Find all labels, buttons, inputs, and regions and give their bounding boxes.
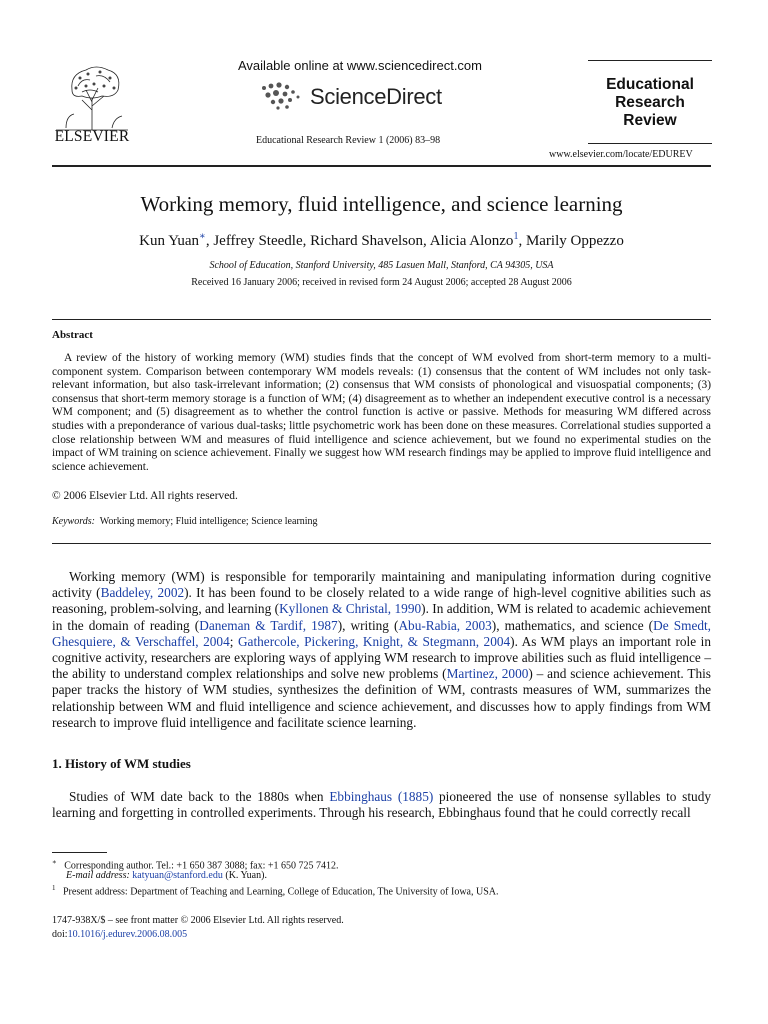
paragraph-text: pioneered the use of nonsense syllables to study learning and forgetting in controlled experiments. Through his research, Ebbinghaus found that he could correctly recall — [52, 789, 711, 821]
keywords-line — [52, 516, 318, 527]
paragraph-text: Working memory (WM) is responsible for temporarily maintaining and manipulating information during cognitive activity ( — [52, 569, 711, 601]
footnote-present-address — [52, 882, 498, 898]
sciencedirect-wordmark: ScienceDirect — [310, 84, 442, 109]
sciencedirect-logo — [260, 80, 470, 114]
author-affiliation: School of Education, Stanford University, 485 Lasuen Mall, Stanford, CA 94305, USA — [209, 260, 554, 271]
article-title: Working memory, fluid intelligence, and science learning — [140, 192, 623, 216]
paragraph-text: ). It has been found to be closely related to a wide range of high-level cognitive abilities such as reasoning, problem-solving, and learning ( — [52, 585, 712, 617]
abstract-bottom-rule — [52, 543, 711, 544]
citation-link[interactable]: Baddeley, 2002 — [100, 585, 185, 601]
paragraph-text: ) – and science achievement. This paper tracks the history of WM studies, synthesizes the definition of WM, contrasts measures of WM, summarizes the relationship between WM and fluid intelligence and science achievement, and discusses how to apply findings from WM research to improve fluid intelligence and facilitate science learning. — [52, 666, 711, 730]
paragraph-text: ; — [229, 633, 238, 649]
email-link[interactable]: katyuan@stanford.edu — [132, 870, 223, 881]
keywords-label: Keywords: — [52, 516, 95, 527]
citation-link[interactable]: Martinez, 2000 — [446, 666, 529, 682]
elsevier-tree-logo — [52, 60, 132, 132]
author-footnote-mark[interactable]: 1 — [513, 231, 519, 242]
footnote-mark-1: 1 — [52, 884, 56, 892]
doi-link[interactable]: 10.1016/j.edurev.2006.08.005 — [67, 929, 188, 940]
email-label: E-mail address: — [66, 870, 130, 881]
email-suffix: (K. Yuan). — [225, 870, 267, 881]
author-footnote-mark[interactable]: ∗ — [199, 231, 206, 242]
abstract-top-rule — [52, 319, 711, 320]
available-online-text: Available online at www.sciencedirect.com — [238, 58, 482, 73]
journal-title: Educational Research Review — [606, 76, 694, 129]
author-name: Richard Shavelson — [310, 233, 424, 249]
doi-label: doi: — [52, 929, 68, 940]
author-list: Kun Yuan∗, Jeffrey Steedle, Richard Shavelson, Alicia Alonzo$^1$, Marily Oppezzo — [139, 231, 624, 249]
intro-paragraph — [52, 569, 711, 731]
citation-link[interactable]: Kyllonen & Christal, 1990 — [279, 601, 422, 617]
citation-link[interactable]: De Smedt, Ghesquiere, & Verschaffel, 2004 — [52, 617, 712, 649]
paragraph-text: ). As WM plays an important role in cognitive activity, researchers are exploring ways of applying WM research to improve abilities such as fluid intelligence – the ability to understand complex relationships and solve new problems ( — [52, 633, 711, 682]
footnote-rule — [52, 852, 107, 853]
abstract-text: A review of the history of working memory (WM) studies finds that the concept of WM evolved from short-term memory to a multi-component system. Comparison between contemporary WM models reveals: (1) consensus that the content of WM includes not only task-relevant information, but also task-irrelevant information; (2) consensus that WM consists of phonological and visuospatial components; (3) consensus that short-term memory storage is a function of WM; (4) disagreement as to whether an independent executive control is a necessary WM component; and (5) disagreement as to whether the control function is active or passive. Methods for measuring WM differed across studies with a preponderance of various dual-tasks; little psychometric work has been done on these measures. Correlational studies supported a close relationship between WM and measures of fluid intelligence and science achievement, but we found no experimental studies on the impact of WM training on science achievement. Finally we suggest how WM research findings may be applied to improve fluid intelligence and science achievement. — [52, 352, 711, 473]
doi-line — [52, 929, 187, 940]
footnote-present-address-text: Present address: Department of Teaching and Learning, College of Education, The University of Iowa, USA. — [63, 886, 499, 898]
author-name: Alicia Alonzo — [429, 233, 514, 249]
citation-link[interactable]: Gathercole, Pickering, Knight, & Stegmann, 2004 — [237, 633, 511, 649]
footnote-corresponding-text: Corresponding author. Tel.: +1 650 387 3088; fax: +1 650 725 7412. — [64, 860, 339, 872]
journal-url-link[interactable]: www.elsevier.com/locate/EDUREV — [549, 149, 693, 160]
citation-link[interactable]: Daneman & Tardif, 1987 — [199, 617, 338, 633]
abstract-copyright: © 2006 Elsevier Ltd. All rights reserved. — [52, 490, 238, 502]
abstract-body — [52, 352, 711, 474]
intro-paragraph-container — [52, 569, 711, 731]
paragraph-text: ), writing ( — [337, 617, 399, 633]
author-name: Kun Yuan — [139, 233, 200, 249]
publisher-name: ELSEVIER — [54, 128, 130, 145]
author-name: Marily Oppezzo — [525, 233, 624, 249]
keywords-list: Working memory; Fluid intelligence; Science learning — [99, 516, 318, 527]
journal-reference: Educational Research Review 1 (2006) 83–98 — [256, 135, 441, 146]
citation-link[interactable]: Abu-Rabia, 2003 — [398, 617, 492, 633]
paragraph-text: ), mathematics, and science ( — [491, 617, 654, 633]
section-1-heading: 1. History of WM studies — [52, 756, 191, 771]
sciencedirect-dots-icon — [260, 82, 306, 110]
abstract-heading: Abstract — [52, 329, 93, 341]
paragraph-text: ). In addition, WM is related to academic achievement in the domain of reading ( — [52, 601, 712, 633]
header-rule — [52, 165, 711, 167]
section-1-body — [52, 789, 711, 821]
footnote-mark-star: ∗ — [52, 858, 57, 866]
citation-link[interactable]: Ebbinghaus (1885) — [329, 789, 434, 804]
author-name: Jeffrey Steedle — [213, 233, 303, 249]
issn-line: 1747-938X/$ – see front matter © 2006 Elsevier Ltd. All rights reserved. — [52, 915, 344, 926]
section-1-paragraph — [52, 789, 711, 821]
paragraph-text: Studies of WM date back to the 1880s when — [69, 789, 330, 804]
received-dates: Received 16 January 2006; received in revised form 24 August 2006; accepted 28 August 2006 — [191, 277, 572, 288]
footnote-email — [66, 869, 267, 882]
